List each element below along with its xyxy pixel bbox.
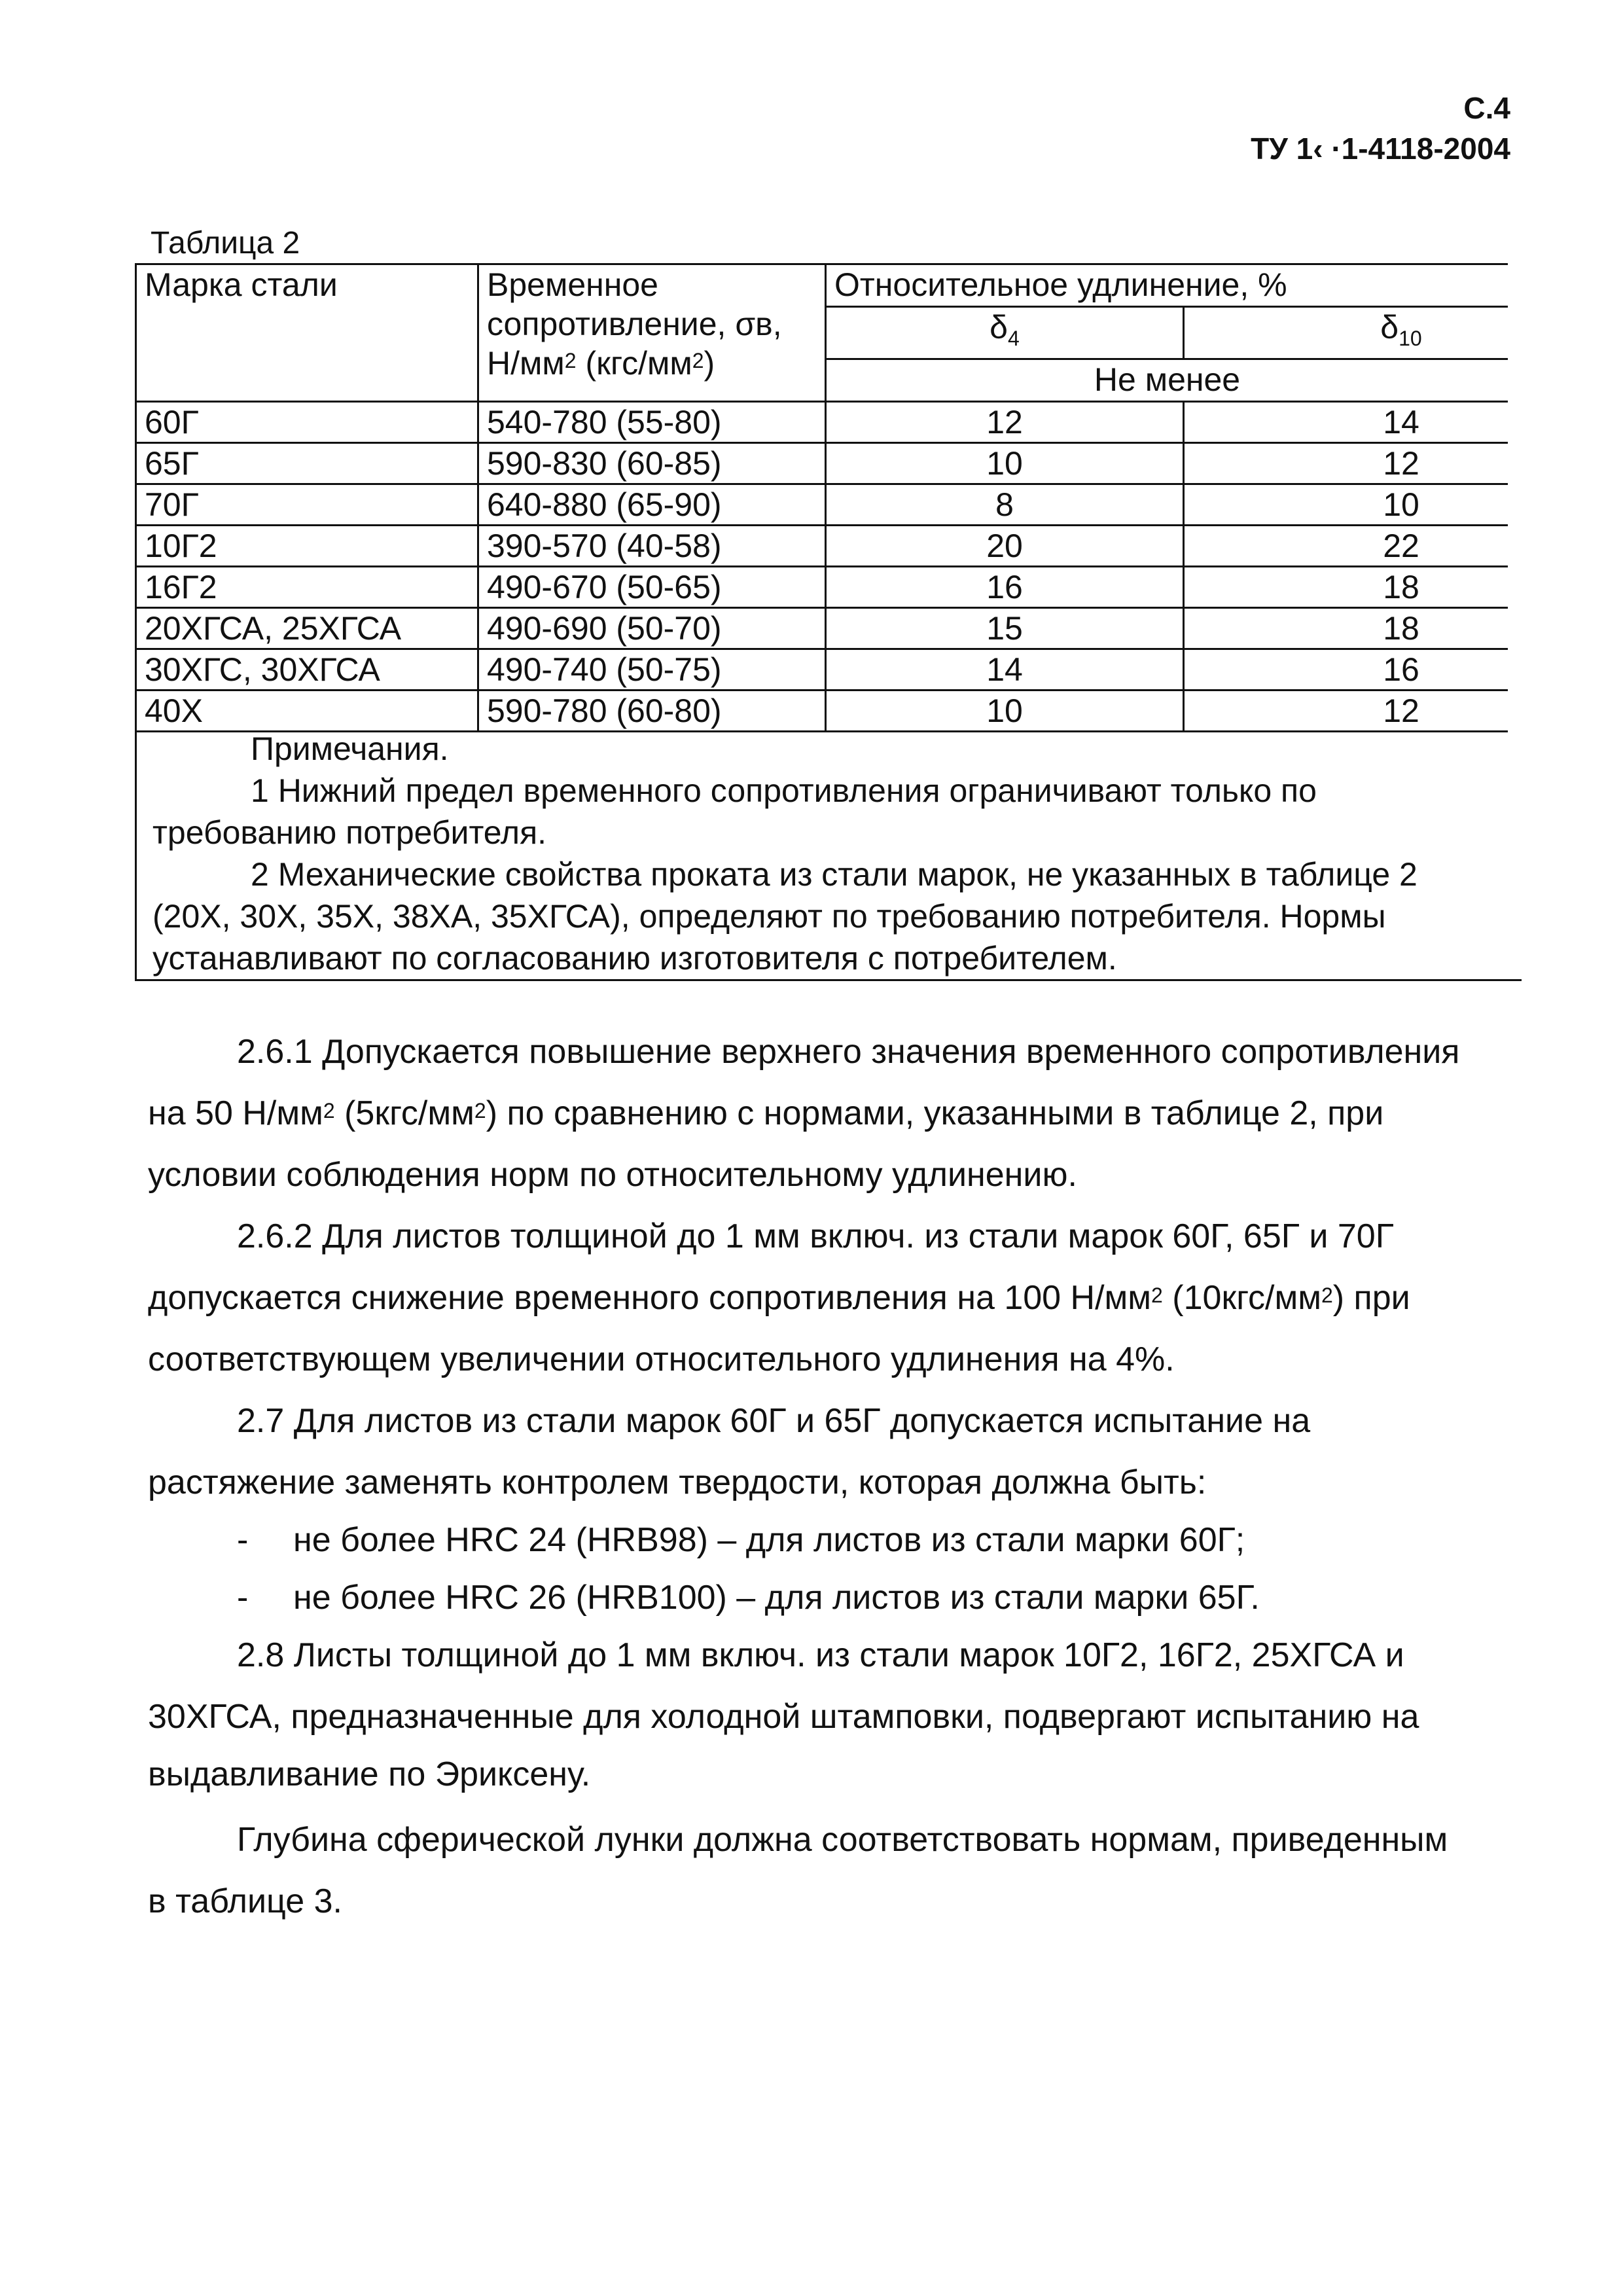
cell-strength: 490-670 (50-65) [478,567,826,608]
header-d10 [1184,307,1508,359]
unit-b: (кгс/мм [576,345,692,382]
d10-symbol: δ [1380,309,1399,346]
para-2-6-1-line3: условии соблюдения норм по относительному удлинению. [148,1156,1077,1194]
para-2-6-2-line3: соответствующем увеличении относительного удлинения на 4%. [148,1340,1175,1378]
text: (5кгс/мм [334,1094,474,1132]
cell-strength: 590-830 (60-85) [478,443,826,484]
cell-d10: 10 [1184,484,1508,526]
cell-d10: 12 [1184,443,1508,484]
note-2-line3: устанавливают по согласованию изготовителя с потребителем. [152,940,1117,977]
cell-grade: 16Г2 [136,567,478,608]
table-row [136,691,1508,732]
sup: 2 [474,1099,486,1122]
table-row [136,402,1508,443]
table-row [136,567,1508,608]
cell-d10: 14 [1184,402,1508,443]
cell-d4: 10 [826,691,1184,732]
cell-strength: 390-570 (40-58) [478,526,826,567]
para-depth-line1: Глубина сферической лунки должна соответствовать нормам, приведенным [237,1821,1448,1859]
cell-grade: 65Г [136,443,478,484]
note-1-line1: 1 Нижний предел временного сопротивления ограничивают только по [251,772,1317,809]
cell-strength: 490-690 (50-70) [478,608,826,649]
bullet-dash: - [237,1521,249,1559]
table-caption: Таблица 2 [151,226,300,260]
text: допускается снижение временного сопротивления на 100 Н/мм [148,1279,1152,1317]
text: ) при [1332,1279,1410,1317]
bullet-text: не более HRC 24 (HRB98) – для листов из стали марки 60Г; [293,1521,1245,1559]
bullet-text: не более HRC 26 (HRB100) – для листов из стали марки 65Г. [293,1579,1260,1617]
sup: 2 [1321,1283,1333,1307]
cell-strength: 540-780 (55-80) [478,402,826,443]
body-text [148,1021,1516,2003]
unit-sup1: 2 [564,349,577,372]
bullet-dash: - [237,1579,249,1617]
text: ) по сравнению с нормами, указанными в таблице 2, при [486,1094,1384,1132]
table-row [136,526,1508,567]
sup: 2 [323,1099,335,1122]
para-2-7-line1: 2.7 Для листов из стали марок 60Г и 65Г допускается испытание на [237,1402,1311,1440]
cell-d4: 14 [826,649,1184,691]
header-grade: Марка стали [136,264,478,402]
cell-d10: 22 [1184,526,1508,567]
header-strength-line3 [487,344,817,383]
document-number: ТУ 1‹ ·1-4118-2004 [1251,132,1510,166]
unit-a: Н/мм [487,345,565,382]
d4-subscript: 4 [1008,327,1020,350]
header-strength-line1: Временное [487,266,658,303]
d10-subscript: 10 [1399,327,1422,350]
cell-grade: 70Г [136,484,478,526]
para-2-6-2-line2 [148,1267,1410,1329]
bullet-item [237,1509,1245,1571]
table-notes [135,728,1522,981]
cell-strength: 490-740 (50-75) [478,649,826,691]
header-elongation: Относительное удлинение, % [826,264,1508,307]
para-2-6-2-line1: 2.6.2 Для листов толщиной до 1 мм включ. из стали марок 60Г, 65Г и 70Г [237,1217,1394,1255]
page-number: С.4 [1463,91,1510,125]
cell-strength: 590-780 (60-80) [478,691,826,732]
steel-properties-table [135,263,1508,732]
cell-d4: 8 [826,484,1184,526]
cell-grade: 60Г [136,402,478,443]
para-2-6-1-line2 [148,1083,1383,1144]
table-row [136,608,1508,649]
sup: 2 [1151,1283,1163,1307]
cell-grade: 10Г2 [136,526,478,567]
para-2-8-line1: 2.8 Листы толщиной до 1 мм включ. из стали марок 10Г2, 16Г2, 25ХГСА и [237,1636,1404,1674]
cell-strength: 640-880 (65-90) [478,484,826,526]
para-depth-line2: в таблице 3. [148,1882,342,1920]
d4-symbol: δ [990,309,1008,346]
table-row [136,649,1508,691]
para-2-8-line2: 30ХГСА, предназначенные для холодной штамповки, подвергают испытанию на [148,1698,1419,1736]
cell-grade: 20ХГСА, 25ХГСА [136,608,478,649]
note-1-line2: требованию потребителя. [152,814,547,851]
unit-c: ) [704,345,715,382]
notes-title: Примечания. [251,730,449,767]
cell-d10: 18 [1184,608,1508,649]
header-min: Не менее [826,359,1508,402]
note-2-line2: (20Х, 30Х, 35Х, 38ХА, 35ХГСА), определяют по требованию потребителя. Нормы [152,898,1386,935]
cell-d4: 16 [826,567,1184,608]
text: (10кгс/мм [1162,1279,1321,1317]
cell-d4: 20 [826,526,1184,567]
table-row [136,484,1508,526]
cell-grade: 30ХГС, 30ХГСА [136,649,478,691]
note-2-line1: 2 Механические свойства проката из стали марок, не указанных в таблице 2 [251,856,1418,893]
cell-d4: 12 [826,402,1184,443]
cell-d10: 18 [1184,567,1508,608]
header-d4 [826,307,1184,359]
text: на 50 Н/мм [148,1094,323,1132]
bullet-item [237,1567,1260,1628]
para-2-7-line2: растяжение заменять контролем твердости, которая должна быть: [148,1463,1207,1501]
cell-d10: 16 [1184,649,1508,691]
para-2-6-1-line1: 2.6.1 Допускается повышение верхнего значения временного сопротивления [237,1033,1460,1071]
cell-grade: 40Х [136,691,478,732]
cell-d4: 15 [826,608,1184,649]
cell-d4: 10 [826,443,1184,484]
header-strength-line2: сопротивление, σв, [487,306,782,342]
cell-d10: 12 [1184,691,1508,732]
table-row [136,443,1508,484]
unit-sup2: 2 [692,349,704,372]
para-2-8-line3: выдавливание по Эриксену. [148,1755,591,1793]
header-strength [478,264,826,402]
